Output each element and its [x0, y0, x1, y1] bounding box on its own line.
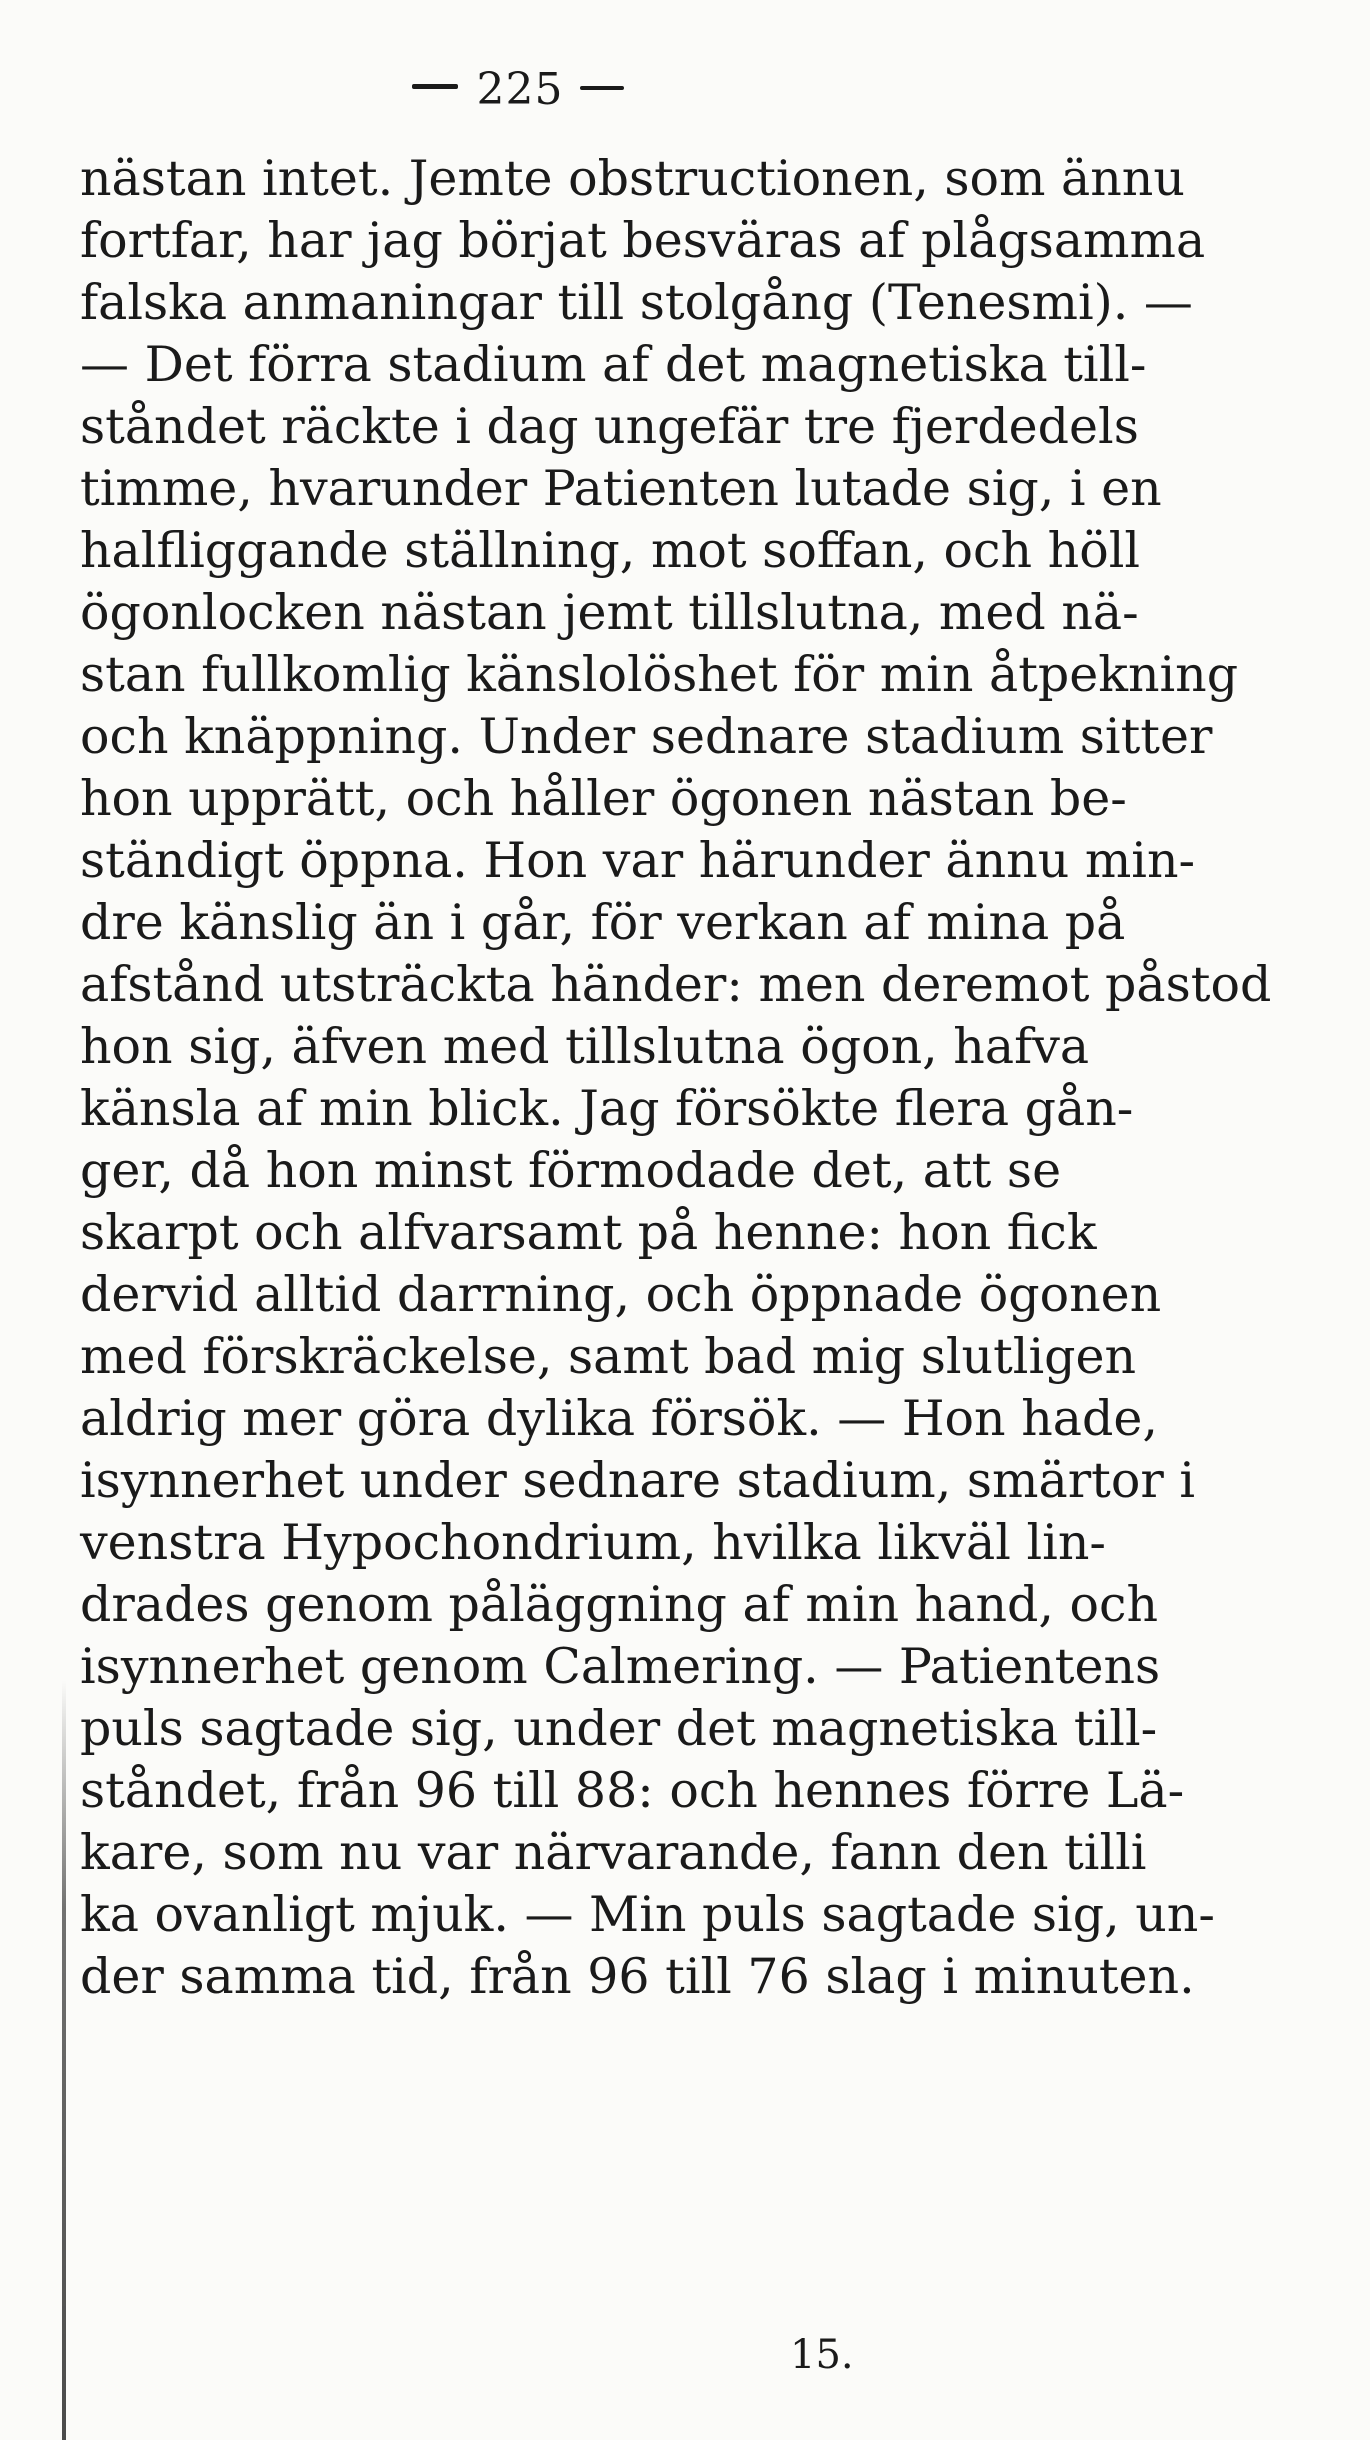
- header-dash-left: [412, 84, 458, 89]
- text-line: ögonlocken nästan jemt tillslutna, med nä-: [80, 584, 1139, 641]
- text-line: venstra Hypochondrium, hvilka likväl lin-: [80, 1514, 1106, 1571]
- text-line: isynnerhet genom Calmering. — Patientens: [80, 1638, 1161, 1695]
- text-line: der samma tid, från 96 till 76 slag i minuten.: [80, 1948, 1195, 2005]
- text-line: puls sagtade sig, under det magnetiska till-: [80, 1700, 1158, 1757]
- text-line: dervid alltid darrning, och öppnade ögonen: [80, 1266, 1162, 1323]
- text-line: ger, då hon minst förmodade det, att se: [80, 1142, 1062, 1199]
- page-number: 225: [476, 64, 564, 115]
- text-line: ständigt öppna. Hon var härunder ännu min-: [80, 832, 1196, 889]
- signature-mark: 15.: [790, 2332, 854, 2378]
- text-line: afstånd utsträckta händer: men deremot påstod: [80, 956, 1272, 1013]
- text-line: skarpt och alfvarsamt på henne: hon fick: [80, 1204, 1097, 1261]
- header-dash-right: [580, 86, 624, 90]
- text-line: med förskräckelse, samt bad mig slutligen: [80, 1328, 1137, 1385]
- text-line: och knäppning. Under sednare stadium sitter: [80, 708, 1213, 765]
- text-line: kare, som nu var närvarande, fann den tilli: [80, 1824, 1147, 1881]
- text-line: drades genom påläggning af min hand, och: [80, 1576, 1159, 1633]
- text-line: hon sig, äfven med tillslutna ögon, hafva: [80, 1018, 1090, 1075]
- text-line: timme, hvarunder Patienten lutade sig, i en: [80, 460, 1162, 517]
- text-line: nästan intet. Jemte obstructionen, som ännu: [80, 150, 1185, 207]
- page-header: [0, 60, 1370, 120]
- text-line: aldrig mer göra dylika försök. — Hon hade,: [80, 1390, 1158, 1447]
- text-line: ståndet räckte i dag ungefär tre fjerdedels: [80, 398, 1139, 455]
- text-line: fortfar, har jag börjat besväras af plågsamma: [80, 212, 1206, 269]
- text-line: känsla af min blick. Jag försökte flera gån-: [80, 1080, 1134, 1137]
- text-line: halfliggande ställning, mot soffan, och höll: [80, 522, 1141, 579]
- text-line: dre känslig än i går, för verkan af mina på: [80, 894, 1126, 951]
- text-line: — Det förra stadium af det magnetiska till-: [80, 336, 1147, 393]
- text-line: ka ovanligt mjuk. — Min puls sagtade sig, un-: [80, 1886, 1215, 1943]
- text-line: stan fullkomlig känslolöshet för min åtpekning: [80, 646, 1239, 703]
- text-line: falska anmaningar till stolgång (Tenesmi). —: [80, 274, 1193, 331]
- text-line: hon upprätt, och håller ögonen nästan be-: [80, 770, 1127, 827]
- text-line: isynnerhet under sednare stadium, smärtor i: [80, 1452, 1195, 1509]
- page-edge-shadow: [62, 1680, 66, 2440]
- body-text: [80, 148, 1350, 2008]
- text-line: ståndet, från 96 till 88: och hennes förre Lä-: [80, 1762, 1185, 1819]
